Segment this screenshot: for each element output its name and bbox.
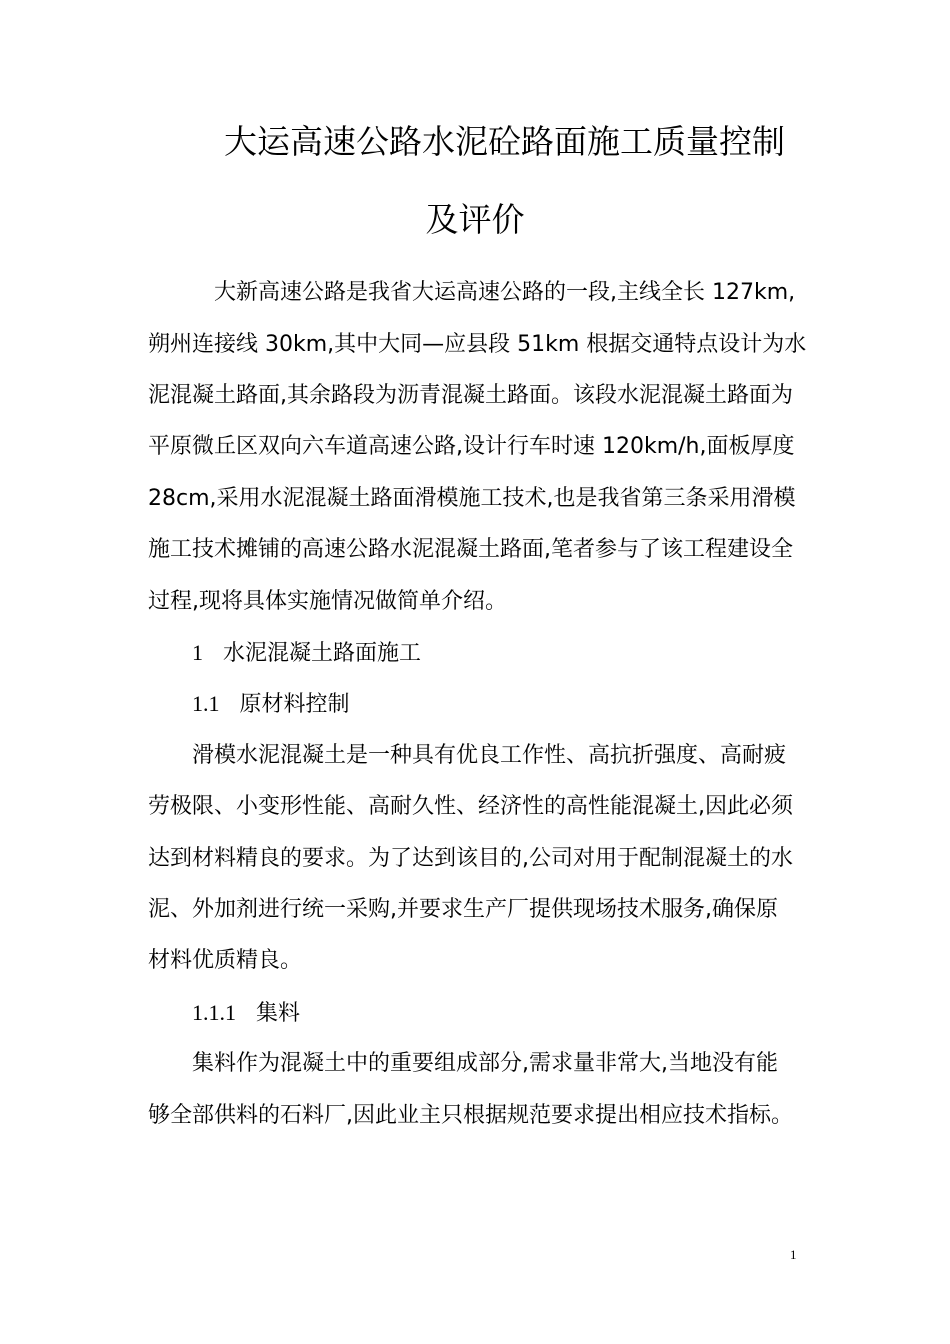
page-number: 1: [790, 1247, 797, 1262]
section-heading-1: [192, 638, 421, 669]
paragraph-3-line-1: 集料作为混凝土中的重要组成部分,需求量非常大,当地没有能: [192, 1051, 778, 1076]
section-heading-1-1-1: [192, 998, 300, 1029]
paragraph-2-line-5: 材料优质精良。: [148, 948, 303, 973]
document-title-line-1: 大运高速公路水泥砼路面施工质量控制: [224, 122, 785, 161]
paragraph-1-line-2: 朔州连接线 30km,其中大同—应县段 51km 根据交通特点设计为水: [148, 332, 807, 357]
paragraph-2-line-3: 达到材料精良的要求。为了达到该目的,公司对用于配制混凝土的水: [148, 846, 793, 871]
paragraph-2-line-2: 劳极限、小变形性能、高耐久性、经济性的高性能混凝土,因此必须: [148, 794, 793, 819]
section-number: 1: [192, 640, 203, 665]
paragraph-1-line-5: 28cm,采用水泥混凝土路面滑模施工技术,也是我省第三条采用滑模: [148, 486, 796, 511]
section-heading-1-1: [192, 689, 350, 720]
section-number: 1.1: [192, 691, 220, 716]
section-title: 集料: [256, 1001, 301, 1026]
document-title-line-2: 及评价: [425, 200, 525, 239]
section-number: 1.1.1: [192, 1000, 236, 1025]
paragraph-1-line-6: 施工技术摊铺的高速公路水泥混凝土路面,笔者参与了该工程建设全: [148, 537, 793, 562]
paragraph-1-line-3: 泥混凝土路面,其余路段为沥青混凝土路面。该段水泥混凝土路面为: [148, 383, 793, 408]
paragraph-2-line-4: 泥、外加剂进行统一采购,并要求生产厂提供现场技术服务,确保原: [148, 897, 778, 922]
section-title: 原材料控制: [239, 692, 350, 717]
paragraph-2-line-1: 滑模水泥混凝土是一种具有优良工作性、高抗折强度、高耐疲: [192, 743, 787, 768]
paragraph-3-line-2: 够全部供料的石料厂,因此业主只根据规范要求提出相应技术指标。: [148, 1103, 793, 1128]
paragraph-1-line-7: 过程,现将具体实施情况做简单介绍。: [148, 589, 507, 614]
paragraph-1-line-1: 大新高速公路是我省大运高速公路的一段,主线全长 127km,: [214, 280, 796, 305]
section-title: 水泥混凝土路面施工: [223, 641, 422, 666]
paragraph-1-line-4: 平原微丘区双向六车道高速公路,设计行车时速 120km/h,面板厚度: [148, 434, 795, 459]
